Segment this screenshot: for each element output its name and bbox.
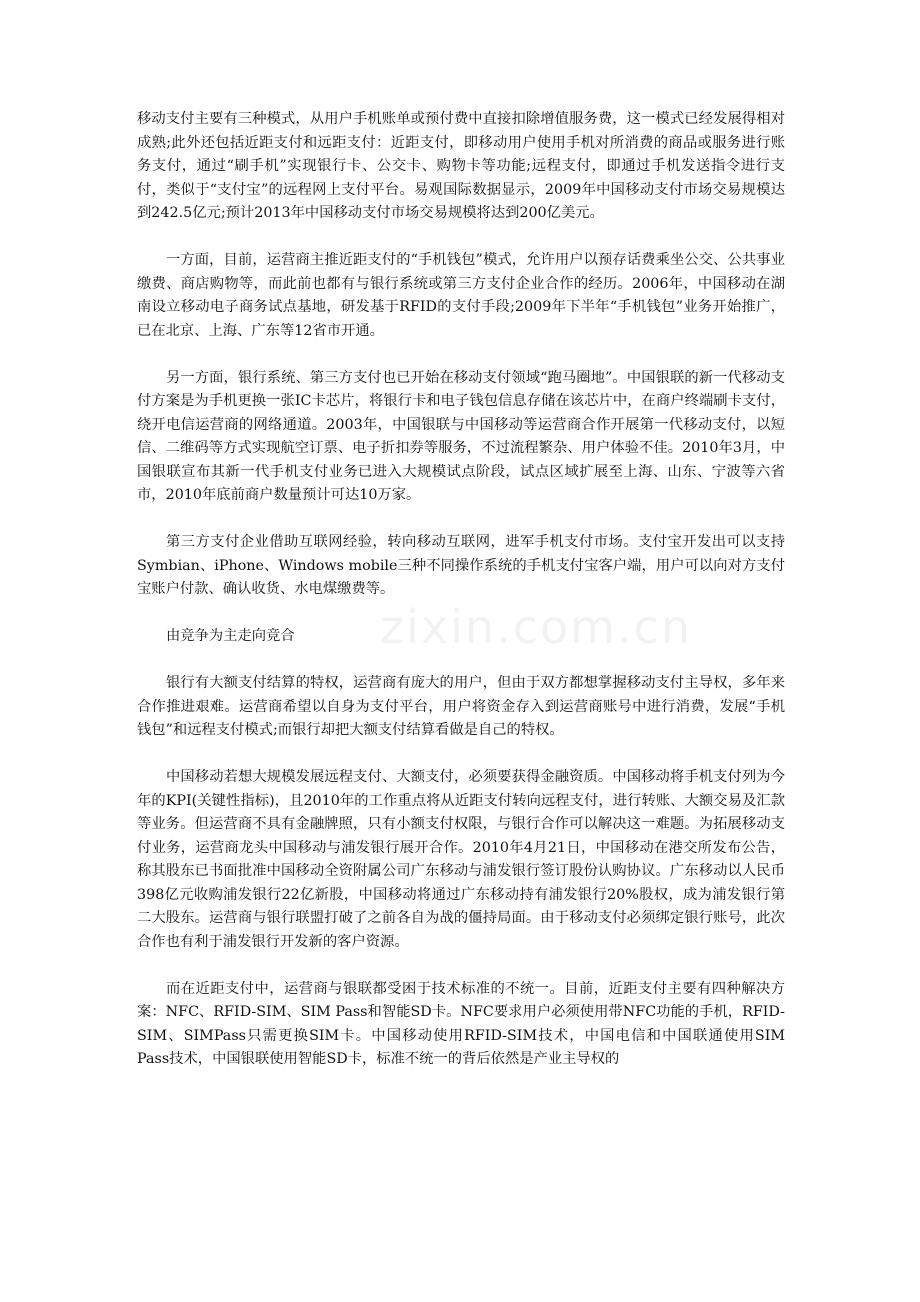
watermark: zixin.com.cn [380, 600, 693, 654]
paragraph-operators: 一方面，目前，运营商主推近距支付的“手机钱包”模式，允许用户以预存话费乘坐公交、公共事业缴费、商店购物等，而此前也都有与银行系统或第三方支付企业合作的经历。2006年，中国移动在湖南设立移动电子商务试点基地，研发基于RFID的支付手段;2009年下半年“手机钱包”业务开始推广，已在北京、上海、广东等12省市开通。 [137, 252, 785, 339]
paragraph-mobile-payment-modes: 移动支付主要有三种模式，从用户手机账单或预付费中直接扣除增值服务费，这一模式已经发展得相对成熟;此外还包括近距支付和远距支付：近距支付，即移动用户使用手机对所消费的商品或服务进行账务支付，通过“刷手机”实现银行卡、公交卡、购物卡等功能;远程支付，即通过手机发送指令进行支付，类似于“支付宝”的远程网上支付平台。易观国际数据显示，2009年中国移动支付市场交易规模达到242.5亿元;预计2013年中国移动支付市场交易规模将达到200亿美元。 [137, 111, 785, 221]
paragraph-third-party: 第三方支付企业借助互联网经验，转向移动互联网，进军手机支付市场。支付宝开发出可以支持Symbian、iPhone、Windows mobile三种不同操作系统的手机支付宝客户端，用户可以向对方支付宝账户付款、确认收货、水电煤缴费等。 [137, 534, 785, 597]
paragraph-china-mobile: 中国移动若想大规模发展远程支付、大额支付，必须要获得金融资质。中国移动将手机支付列为今年的KPI(关键性指标)，且2010年的工作重点将从近距支付转向远程支付，进行转账、大额交易及汇款等业务。但运营商不具有金融牌照，只有小额支付权限，与银行合作可以解决这一难题。为拓展移动支付业务，运营商龙头中国移动与浦发银行展开合作。2010年4月21日，中国移动在港交所发布公告，称其股东已书面批准中国移动全资附属公司广东移动与浦发银行签订股份认购协议。广东移动以人民币398亿元收购浦发银行22亿新股，中国移动将通过广东移动持有浦发银行20%股权，成为浦发银行第二大股东。运营商与银行联盟打破了之前各自为战的僵持局面。由于移动支付必须绑定银行账号，此次合作也有利于浦发银行开发新的客户资源。 [137, 769, 785, 950]
paragraph-banks: 另一方面，银行系统、第三方支付也已开始在移动支付领域“跑马圈地”。中国银联的新一代移动支付方案是为手机更换一张IC卡芯片，将银行卡和电子钱包信息存储在该芯片中，在商户终端刷卡支付，绕开电信运营商的网络通道。2003年，中国银联与中国移动等运营商合作开展第一代移动支付，以短信、二维码等方式实现航空订票、电子折扣券等服务，不过流程繁杂、用户体验不佳。2010年3月，中国银联宣布其新一代手机支付业务已进入大规模试点阶段，试点区域扩展至上海、山东、宁波等六省市，2010年底前商户数量预计可达10万家。 [137, 369, 785, 503]
section-heading: 由竞争为主走向竞合 [166, 628, 295, 644]
paragraph-standards: 而在近距支付中，运营商与银联都受困于技术标准的不统一。目前，近距支付主要有四种解决方案：NFC、RFID-SIM、SIM Pass和智能SD卡。NFC要求用户必须使用带NFC功能的手机，RFID-SIM、SIMPass只需更换SIM卡。中国移动使用RFID-SIM技术，中国电信和中国联通使用SIM Pass技术，中国银联使用智能SD卡，标准不统一的背后依然是产业主导权的 [137, 980, 785, 1067]
paragraph-competition: 银行有大额支付结算的特权，运营商有庞大的用户，但由于双方都想掌握移动支付主导权，多年来合作推进艰难。运营商希望以自身为支付平台，用户将资金存入到运营商账号中进行消费，发展“手机钱包”和远程支付模式;而银行却把大额支付结算看做是自己的特权。 [137, 675, 785, 738]
document-body [137, 108, 785, 1095]
